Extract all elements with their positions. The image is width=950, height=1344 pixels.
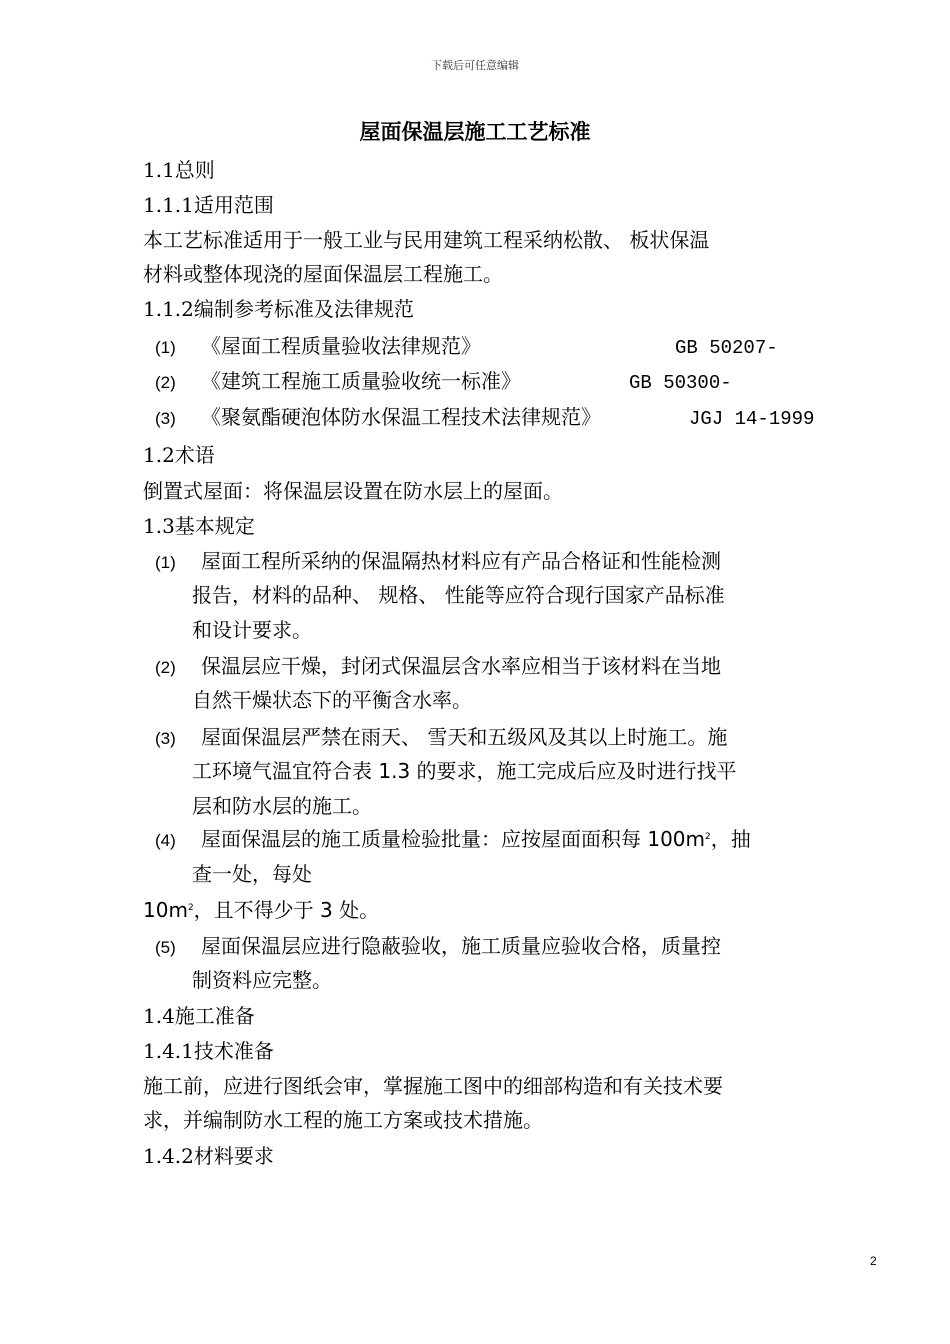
rule-number: (2) [155,658,176,677]
scope-text-line-1: 本工艺标准适用于一般工业与民用建筑工程采纳松散、 板状保温 [143,228,710,252]
heading-1-4: 1.4施工准备 [143,1004,255,1028]
heading-1-2: 1.2术语 [143,443,215,467]
rule-number: (5) [155,938,176,957]
rule-text: ，抽 [710,827,751,851]
tech-text-line-1: 施工前，应进行图纸会审，掌握施工图中的细部构造和有关技术要 [143,1074,723,1098]
rule-1-line-2: 报告，材料的品种、 规格、 性能等应符合现行国家产品标准 [192,583,725,607]
reference-item-3 [155,407,601,427]
rule-text: 保温层应干燥，封闭式保温层含水率应相当于该材料在当地 [201,654,721,678]
rule-text: ，且不得少于 3 处。 [193,898,380,922]
reference-item-2 [155,371,521,391]
superscript: 2 [705,831,711,842]
reference-item-1 [155,336,481,356]
rule-4-line-1 [155,829,751,849]
rule-text: 屋面保温层应进行隐蔽验收，施工质量应验收合格，质量控 [201,934,721,958]
reference-number: (2) [155,373,176,392]
scope-text-line-2: 材料或整体现浇的屋面保温层工程施工。 [143,262,503,286]
heading-1-4-1: 1.4.1技术准备 [143,1039,274,1063]
reference-name: 《聚氨酯硬泡体防水保温工程技术法律规范》 [201,405,601,429]
rule-3-line-2: 工环境气温宜符合表 1.3 的要求，施工完成后应及时进行找平 [192,759,737,783]
reference-name: 《建筑工程施工质量验收统一标准》 [201,369,521,393]
rule-text: 屋面保温层严禁在雨天、 雪天和五级风及其以上时施工。施 [201,725,728,749]
reference-number: (3) [155,409,176,428]
reference-code: GB 50207- [675,337,778,359]
rule-2-line-1 [155,656,721,676]
heading-1-1-2: 1.1.2编制参考标准及法律规范 [143,297,414,321]
rule-4-line-2: 查一处，每处 [192,862,312,886]
rule-text: 屋面工程所采纳的保温隔热材料应有产品合格证和性能检测 [201,549,721,573]
heading-1-1-1: 1.1.1适用范围 [143,193,274,217]
rule-3-line-3: 层和防水层的施工。 [192,794,372,818]
rule-4-line-3 [143,900,379,920]
tech-text-line-2: 求，并编制防水工程的施工方案或技术措施。 [143,1108,543,1132]
rule-5-line-2: 制资料应完整。 [192,968,332,992]
rule-text: 10m [143,898,188,922]
rule-1-line-3: 和设计要求。 [192,618,312,642]
rule-2-line-2: 自然干燥状态下的平衡含水率。 [192,688,472,712]
rule-number: (1) [155,553,176,572]
superscript: 2 [187,902,194,913]
term-definition: 倒置式屋面：将保温层设置在防水层上的屋面。 [143,479,563,503]
reference-name: 《屋面工程质量验收法律规范》 [201,334,481,358]
rule-text: 屋面保温层的施工质量检验批量：应按屋面面积每 100m [201,827,706,851]
heading-1-3: 1.3基本规定 [143,514,255,538]
document-title: 屋面保温层施工工艺标准 [359,120,591,144]
reference-code: GB 50300- [629,372,732,394]
rule-3-line-1 [155,727,727,747]
rule-1-line-1 [155,551,721,571]
page-number: 2 [870,1254,877,1268]
reference-number: (1) [155,338,176,357]
rule-number: (4) [155,831,176,850]
heading-1-1: 1.1总则 [143,158,215,182]
heading-1-4-2: 1.4.2材料要求 [143,1144,274,1168]
reference-code: JGJ 14-1999 [689,408,815,430]
rule-number: (3) [155,729,176,748]
page-header-note: 下载后可任意编辑 [431,59,519,72]
rule-5-line-1 [155,936,721,956]
